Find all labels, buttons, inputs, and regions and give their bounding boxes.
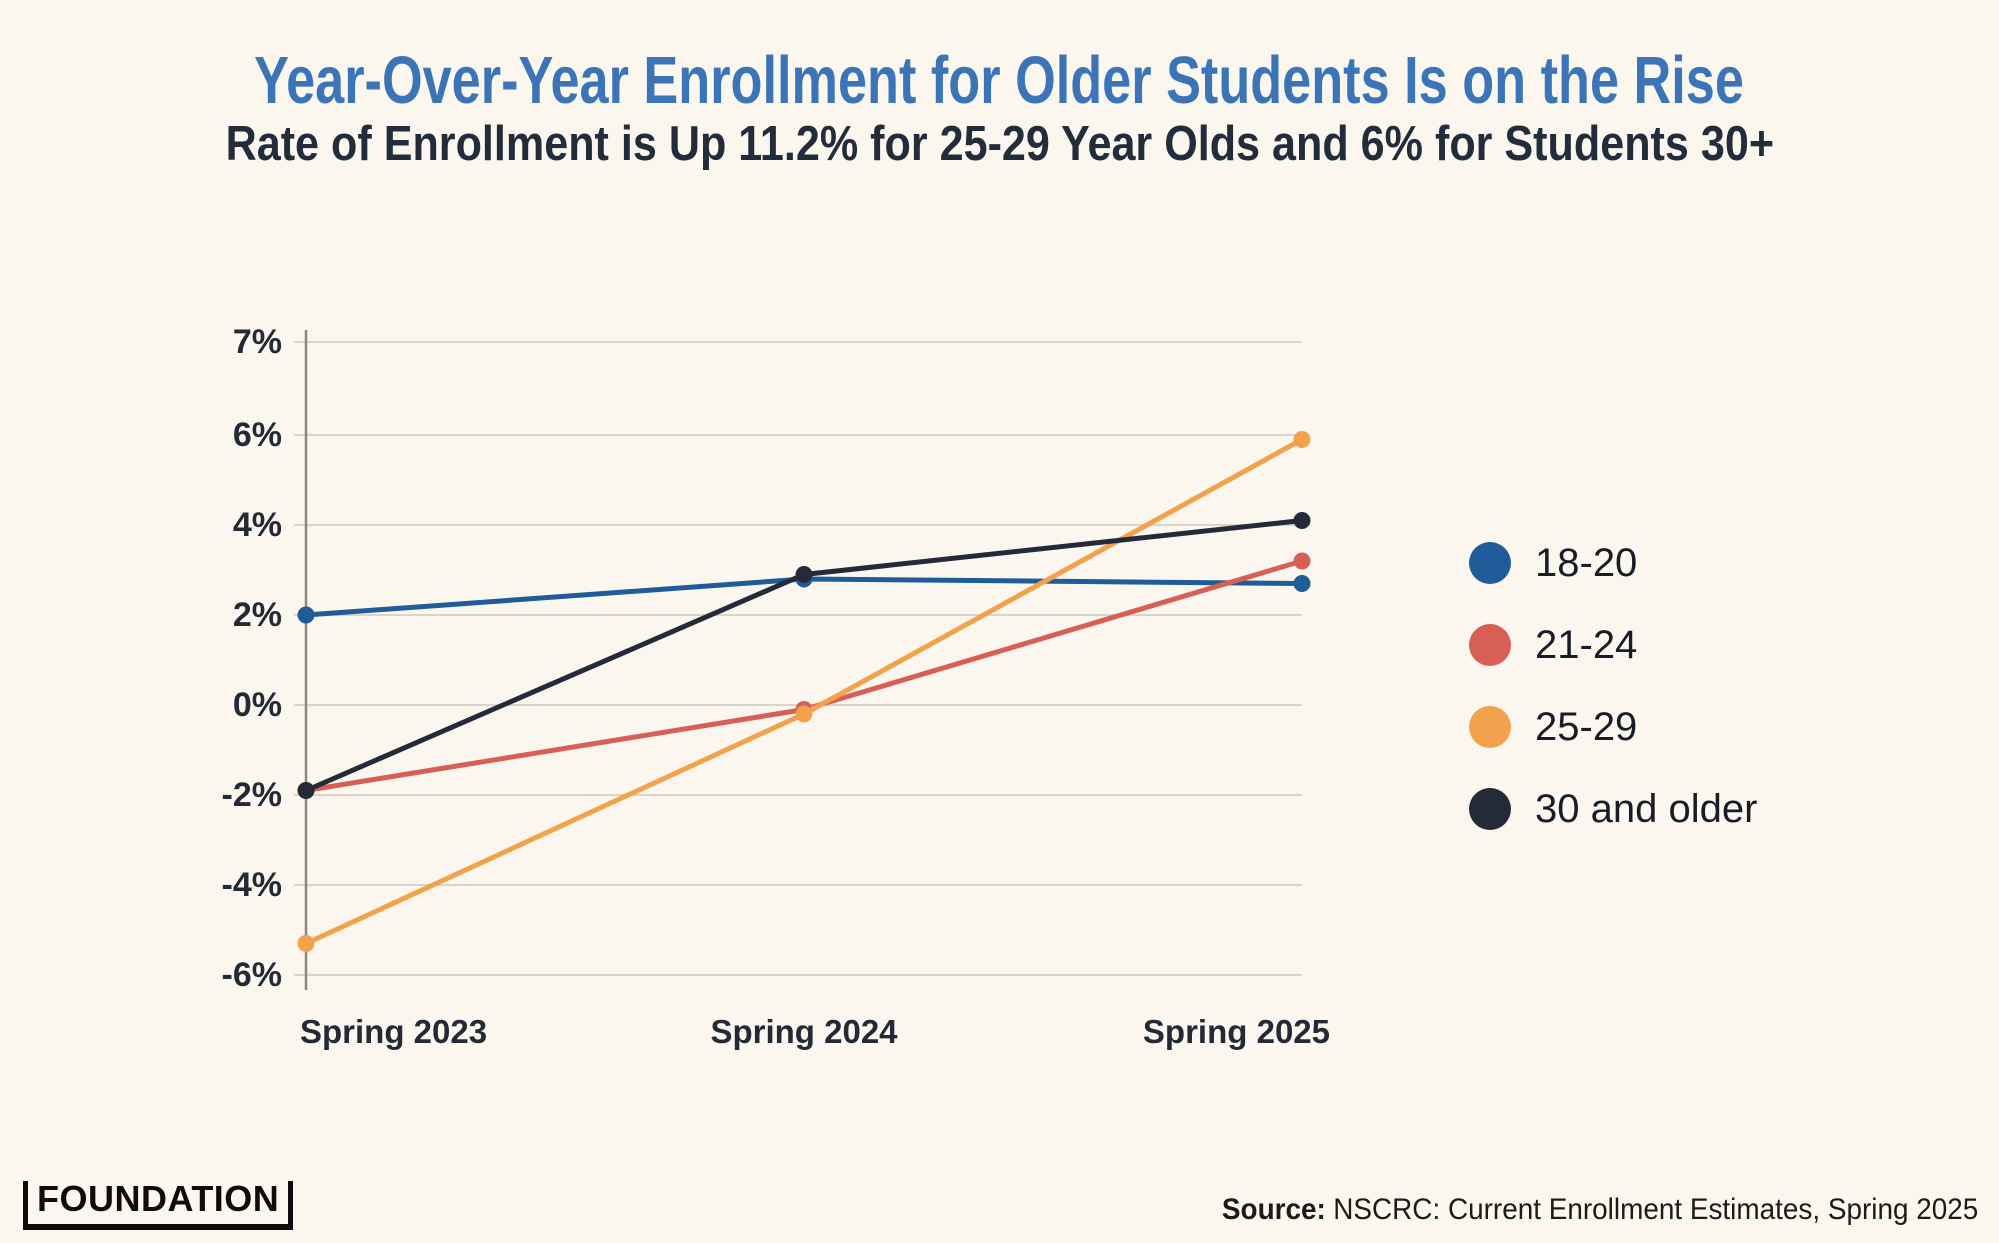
y-tick-label: -6%: [221, 956, 282, 994]
x-tick-label: Spring 2025: [1142, 1013, 1330, 1050]
data-point: [298, 782, 315, 799]
legend-label: 21-24: [1535, 623, 1638, 667]
page-title-text: Year-Over-Year Enrollment for Older Students Is on the Rise: [254, 43, 1745, 118]
data-point: [1294, 431, 1311, 448]
legend-dot-icon: [1469, 706, 1511, 748]
y-tick-label: -2%: [221, 776, 282, 814]
legend-item: [1469, 788, 1757, 830]
data-point: [796, 706, 813, 723]
y-tick-label: 4%: [232, 506, 282, 544]
legend-dot-icon: [1469, 624, 1511, 666]
series-line-30-and-older: [306, 521, 1302, 791]
data-point: [298, 607, 315, 624]
series-line-25-29: [306, 440, 1302, 944]
y-tick-label: 2%: [232, 596, 282, 634]
legend-dot-icon: [1469, 788, 1511, 830]
source-label: Source:: [1221, 1193, 1326, 1226]
legend-item: [1469, 624, 1757, 666]
page-subtitle-text: Rate of Enrollment is Up 11.2% for 25-29 Year Olds and 6% for Students 30+: [225, 117, 1774, 171]
chart-legend: [1469, 542, 1757, 830]
legend-item: [1469, 542, 1757, 584]
data-point: [1294, 512, 1311, 529]
legend-label: 30 and older: [1535, 787, 1758, 831]
source-text: NSCRC: Current Enrollment Estimates, Spring 2025: [1332, 1193, 1978, 1226]
legend-item: [1469, 706, 1757, 748]
legend-dot-icon: [1469, 542, 1511, 584]
y-tick-label: -4%: [221, 866, 282, 904]
y-tick-label: 7%: [232, 323, 282, 361]
legend-label: 18-20: [1535, 541, 1638, 585]
source-attribution: [1222, 1192, 1978, 1228]
series-line-21-24: [306, 561, 1302, 791]
data-point: [298, 935, 315, 952]
x-tick-label: Spring 2023: [300, 1013, 488, 1050]
y-tick-label: 6%: [232, 416, 282, 454]
data-point: [796, 566, 813, 583]
legend-label: 25-29: [1535, 705, 1638, 749]
x-tick-label: Spring 2024: [710, 1013, 898, 1050]
y-tick-label: 0%: [232, 686, 282, 724]
data-point: [1294, 553, 1311, 570]
foundation-logo: FOUNDATION: [23, 1181, 293, 1230]
data-point: [1294, 575, 1311, 592]
